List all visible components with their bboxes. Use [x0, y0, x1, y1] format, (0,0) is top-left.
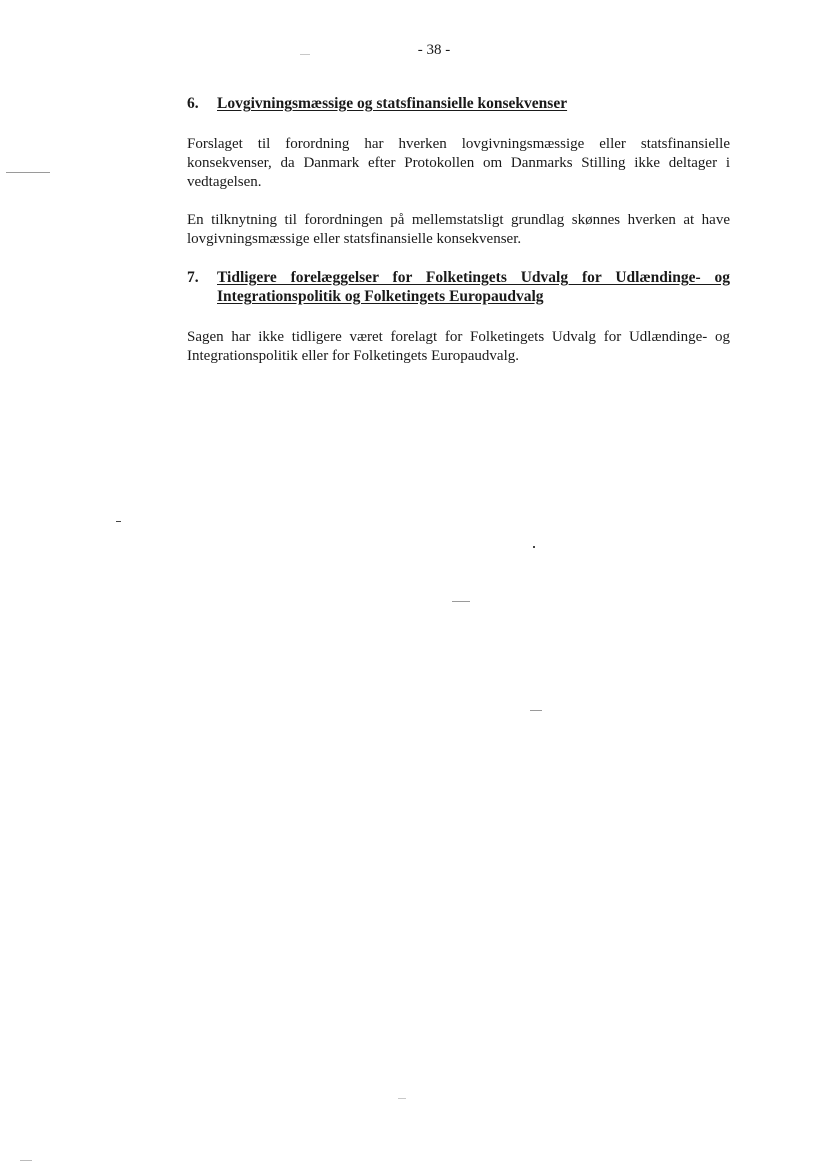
paragraph: Forslaget til forordning har hverken lovgivningsmæssige eller statsfinansielle konsekvenser, da Danmark efter Protokollen om Danmarks Stilling ikke deltager i vedtagelsen.: [187, 136, 730, 190]
scan-speck: [452, 601, 470, 602]
scan-speck: [6, 172, 50, 173]
scan-speck: [398, 1098, 406, 1099]
paragraph: Sagen har ikke tidligere været forelagt for Folketingets Udvalg for Udlændinge- og Integrationspolitik eller for Folketingets Europaudvalg.: [187, 329, 730, 364]
page-number: - 38 -: [417, 42, 451, 58]
section-title: Tidligere forelæggelser for Folketingets Udvalg for Udlændinge- og Integrationspolitik og Folketingets Europaudvalg: [217, 269, 730, 305]
scan-speck: [116, 521, 121, 522]
section-heading-6: [187, 94, 730, 113]
section-number: 7.: [187, 269, 199, 286]
section-number: 6.: [187, 95, 199, 112]
scan-speck: [20, 1160, 32, 1161]
document-body: [187, 94, 730, 366]
section-heading-7: [187, 268, 730, 306]
section-title: Lovgivningsmæssige og statsfinansielle konsekvenser: [217, 95, 568, 112]
scan-speck: [530, 710, 542, 711]
scan-speck: [533, 546, 535, 548]
paragraph: En tilknytning til forordningen på mellemstatsligt grundlag skønnes hverken at have lovgivningsmæssige eller statsfinansielle konsekvenser.: [187, 212, 730, 247]
scan-speck: [300, 54, 310, 55]
